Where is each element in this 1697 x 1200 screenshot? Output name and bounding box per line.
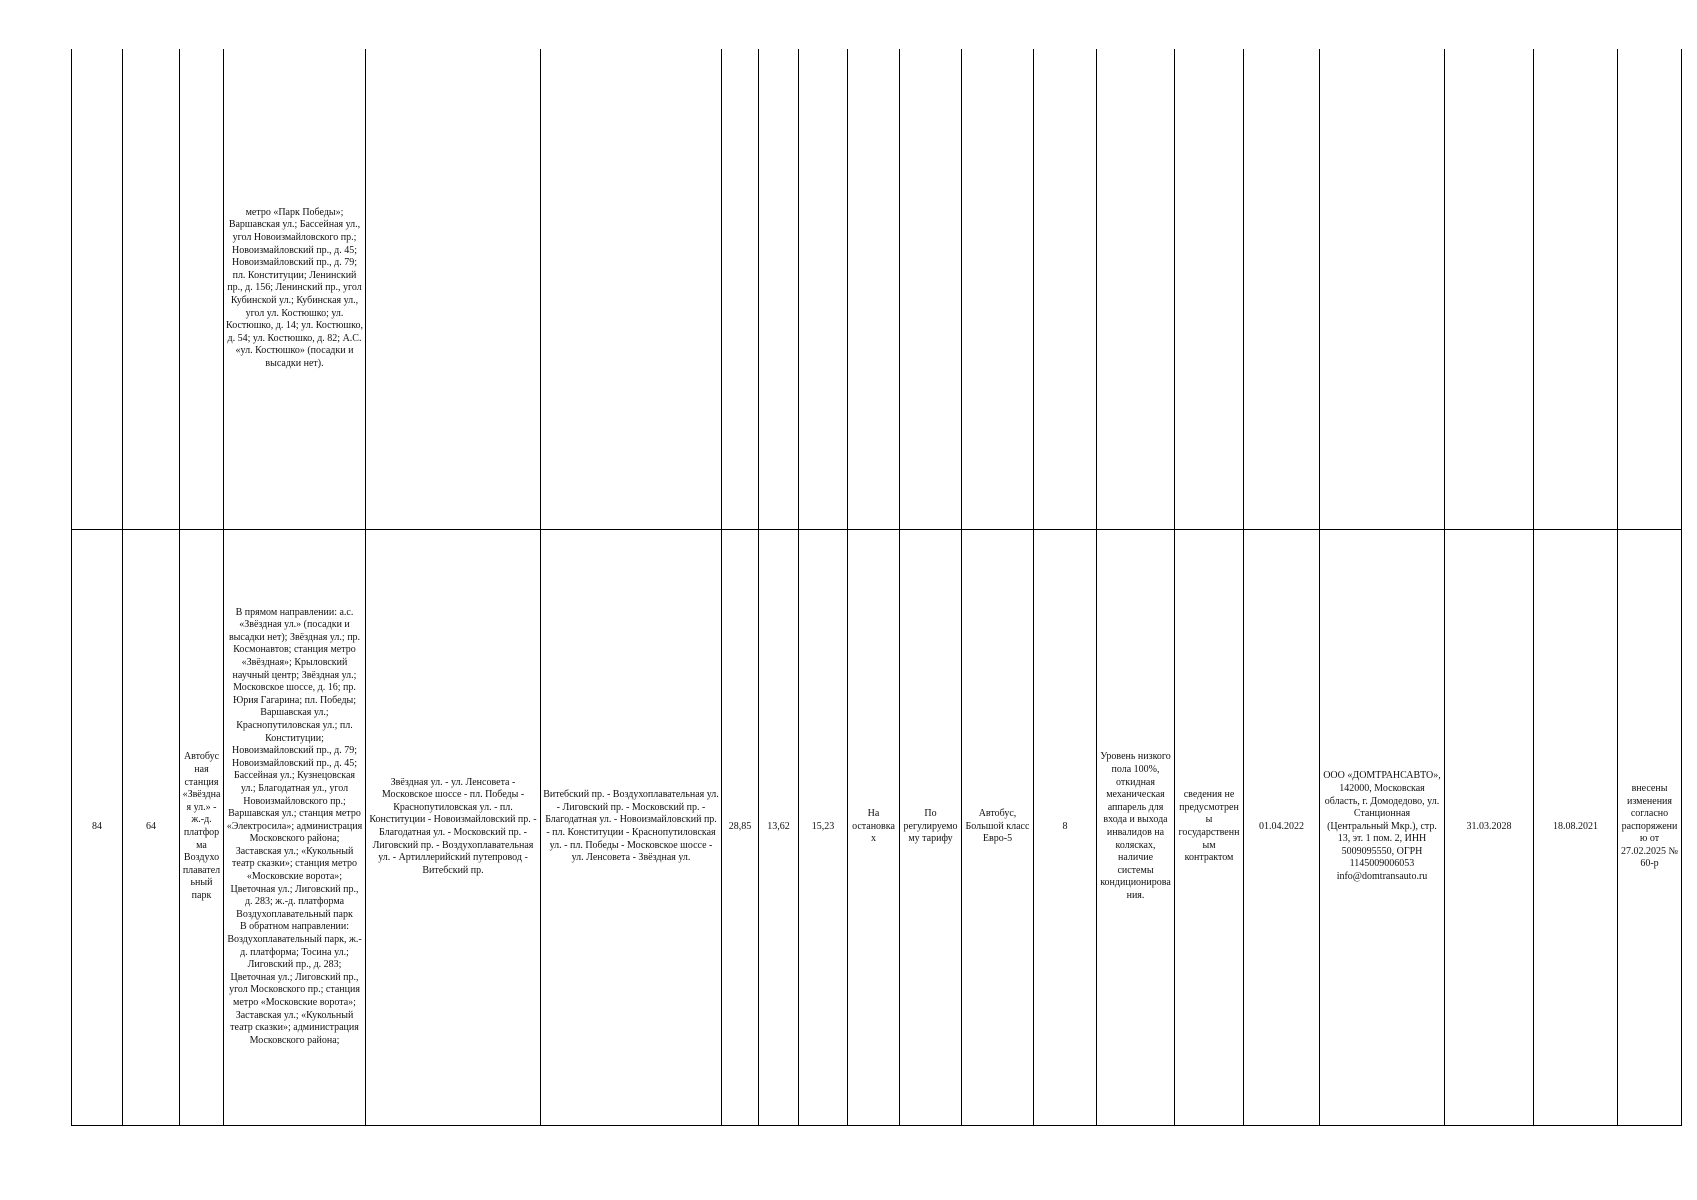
table-row-route-64 xyxy=(72,529,1682,1125)
cell-empty xyxy=(900,49,962,529)
cell-empty xyxy=(123,49,180,529)
cell-characteristics: Уровень низкого пола 100%, откидная механическая аппарель для входа и выхода инвалидов на колясках, наличие системы кондиционирования. xyxy=(1097,529,1175,1125)
cell-route-number: 64 xyxy=(123,529,180,1125)
cell-vehicle: Автобус, Большой класс Евро-5 xyxy=(962,529,1034,1125)
table-row-continued xyxy=(72,49,1682,529)
cell-empty xyxy=(1534,49,1618,529)
cell-empty xyxy=(848,49,900,529)
cell-length-total: 15,23 xyxy=(799,529,848,1125)
cell-fare: По регулируемому тарифу xyxy=(900,529,962,1125)
cell-empty xyxy=(962,49,1034,529)
cell-empty xyxy=(799,49,848,529)
cell-vehicle-count: 8 xyxy=(1034,529,1097,1125)
cell-empty xyxy=(759,49,799,529)
cell-empty xyxy=(366,49,541,529)
cell-empty xyxy=(1097,49,1175,529)
cell-empty xyxy=(541,49,722,529)
cell-boarding-order: На остановках xyxy=(848,529,900,1125)
cell-stops: В прямом направлении: а.с. «Звёздная ул.» (посадки и высадки нет); Звёздная ул.; пр. Космонавтов; станция метро «Звёздная»; Крыловский научный центр; Звёздная ул.; Московское шоссе, д. 16; пр. Юрия Гагарина; пл. Победы; Варшавская ул.; Краснопутиловская ул.; пл. Конституции; Новоизмайловский пр., д. 79; Новоизмайловский пр., д. 45; Бассейная ул.; Кузнецовская ул.; Благодатная ул., угол Новоизмайловского пр.; Варшавская ул.; станция метро «Электросила»; администрация Московского района; Заставская ул.; «Кукольный театр сказки»; станция метро «Московские ворота»; Цветочная ул.; Лиговский пр., д. 283; ж.-д. платформа Воздухоплавательный парк В обратном направлении: Воздухоплавательный парк, ж.-д. платформа; Тосина ул.; Лиговский пр., д. 283; Цветочная ул.; Лиговский пр., угол Московского пр.; станция метро «Московские ворота»; Заставская ул.; «Кукольный театр сказки»; администрация Московского района; xyxy=(224,529,366,1125)
cell-empty xyxy=(180,49,224,529)
cell-carrier: ООО «ДОМТРАНСАВТО», 142000, Московская область, г. Домодедово, ул. Станционная (Центральный Мкр.), стр. 13, эт. 1 пом. 2, ИНН 5009095550, ОГРН 1145009006053 info@domtransauto.ru xyxy=(1320,529,1445,1125)
cell-reg-number: 84 xyxy=(72,529,123,1125)
cell-streets-backward: Витебский пр. - Воздухоплавательная ул. - Лиговский пр. - Московский пр. - Благодатная ул. - Новоизмайловский пр. - пл. Конституции - Краснопутиловская ул. - пл. Победы - Московское шоссе - ул. Ленсовета - Звёздная ул. xyxy=(541,529,722,1125)
cell-length-forward: 28,85 xyxy=(722,529,759,1125)
cell-empty xyxy=(1618,49,1682,529)
cell-length-backward: 13,62 xyxy=(759,529,799,1125)
cell-contract-info: сведения не предусмотрены государственным контрактом xyxy=(1175,529,1244,1125)
cell-empty xyxy=(722,49,759,529)
cell-empty xyxy=(1034,49,1097,529)
cell-empty xyxy=(1244,49,1320,529)
route-register-table xyxy=(71,49,1682,1126)
cell-streets-forward: Звёздная ул. - ул. Ленсовета - Московское шоссе - пл. Победы - Краснопутиловская ул. - пл. Конституции - Новоизмайловский пр. - Благодатная ул. - Московский пр. - Лиговский пр. - Воздухоплавательная ул. - Артиллерийский путепровод - Витебский пр. xyxy=(366,529,541,1125)
cell-route-name: Автобусная станция «Звёздная ул.» - ж.-д. платформа Воздухоплавательный парк xyxy=(180,529,224,1125)
cell-empty xyxy=(1175,49,1244,529)
cell-empty xyxy=(1445,49,1534,529)
cell-stops-continued: метро «Парк Победы»; Варшавская ул.; Бассейная ул., угол Новоизмайловского пр.; Новоизмайловский пр., д. 45; Новоизмайловский пр., д. 79; пл. Конституции; Ленинский пр., д. 156; Ленинский пр., угол Кубинской ул.; Кубинская ул., угол ул. Костюшко; ул. Костюшко, д. 14; ул. Костюшко, д. 54; ул. Костюшко, д. 82; А.С. «ул. Костюшко» (посадки и высадки нет). xyxy=(224,49,366,529)
cell-start-date: 01.04.2022 xyxy=(1244,529,1320,1125)
cell-empty xyxy=(1320,49,1445,529)
cell-note: внесены изменения согласно распоряжению от 27.02.2025 № 60-р xyxy=(1618,529,1682,1125)
cell-empty xyxy=(72,49,123,529)
cell-end-date: 31.03.2028 xyxy=(1445,529,1534,1125)
cell-approval-date: 18.08.2021 xyxy=(1534,529,1618,1125)
